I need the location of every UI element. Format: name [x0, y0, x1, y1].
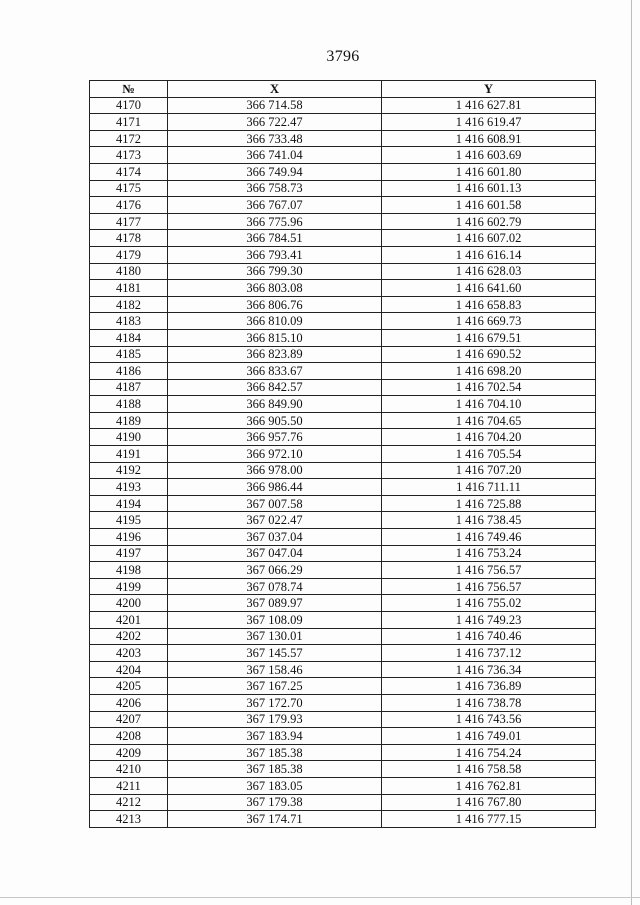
- table-row: [90, 130, 596, 147]
- cell-y-coordinate: 1 416 705.54: [382, 446, 596, 463]
- cell-x-coordinate: 367 167.25: [168, 678, 382, 695]
- cell-y-coordinate: 1 416 736.89: [382, 678, 596, 695]
- cell-x-coordinate: 366 767.07: [168, 197, 382, 214]
- cell-y-coordinate: 1 416 711.11: [382, 479, 596, 496]
- page-edge-bottom: [0, 897, 640, 898]
- table-row: [90, 213, 596, 230]
- cell-y-coordinate: 1 416 704.20: [382, 429, 596, 446]
- table-row: [90, 114, 596, 131]
- cell-y-coordinate: 1 416 749.23: [382, 612, 596, 629]
- cell-point-number: 4187: [90, 379, 168, 396]
- cell-x-coordinate: 366 806.76: [168, 296, 382, 313]
- cell-point-number: 4174: [90, 163, 168, 180]
- cell-y-coordinate: 1 416 628.03: [382, 263, 596, 280]
- cell-point-number: 4194: [90, 495, 168, 512]
- cell-point-number: 4182: [90, 296, 168, 313]
- cell-point-number: 4202: [90, 628, 168, 645]
- cell-x-coordinate: 367 158.46: [168, 661, 382, 678]
- cell-x-coordinate: 366 986.44: [168, 479, 382, 496]
- cell-point-number: 4193: [90, 479, 168, 496]
- table-row: [90, 545, 596, 562]
- cell-y-coordinate: 1 416 754.24: [382, 744, 596, 761]
- table-row: [90, 163, 596, 180]
- cell-y-coordinate: 1 416 740.46: [382, 628, 596, 645]
- cell-x-coordinate: 366 714.58: [168, 97, 382, 114]
- table-row: [90, 446, 596, 463]
- cell-point-number: 4176: [90, 197, 168, 214]
- cell-x-coordinate: 366 978.00: [168, 462, 382, 479]
- table-row: [90, 197, 596, 214]
- cell-point-number: 4199: [90, 578, 168, 595]
- cell-y-coordinate: 1 416 601.13: [382, 180, 596, 197]
- cell-y-coordinate: 1 416 707.20: [382, 462, 596, 479]
- cell-point-number: 4205: [90, 678, 168, 695]
- cell-y-coordinate: 1 416 704.10: [382, 396, 596, 413]
- cell-y-coordinate: 1 416 738.78: [382, 694, 596, 711]
- cell-point-number: 4180: [90, 263, 168, 280]
- cell-x-coordinate: 366 758.73: [168, 180, 382, 197]
- table-row: [90, 396, 596, 413]
- cell-x-coordinate: 367 145.57: [168, 645, 382, 662]
- cell-x-coordinate: 367 047.04: [168, 545, 382, 562]
- cell-point-number: 4179: [90, 246, 168, 263]
- cell-point-number: 4201: [90, 612, 168, 629]
- table-row: [90, 363, 596, 380]
- cell-y-coordinate: 1 416 756.57: [382, 578, 596, 595]
- table-row: [90, 412, 596, 429]
- table-row: [90, 595, 596, 612]
- cell-x-coordinate: 367 066.29: [168, 562, 382, 579]
- table-row: [90, 379, 596, 396]
- cell-y-coordinate: 1 416 619.47: [382, 114, 596, 131]
- cell-x-coordinate: 367 183.05: [168, 777, 382, 794]
- cell-x-coordinate: 367 022.47: [168, 512, 382, 529]
- cell-x-coordinate: 366 972.10: [168, 446, 382, 463]
- cell-y-coordinate: 1 416 702.54: [382, 379, 596, 396]
- table-row: [90, 180, 596, 197]
- cell-y-coordinate: 1 416 758.58: [382, 761, 596, 778]
- cell-x-coordinate: 367 179.38: [168, 794, 382, 811]
- cell-x-coordinate: 367 185.38: [168, 744, 382, 761]
- cell-y-coordinate: 1 416 777.15: [382, 811, 596, 828]
- cell-point-number: 4200: [90, 595, 168, 612]
- table-row: [90, 280, 596, 297]
- column-header-number: №: [90, 81, 168, 98]
- cell-x-coordinate: 366 849.90: [168, 396, 382, 413]
- cell-point-number: 4186: [90, 363, 168, 380]
- table-row: [90, 777, 596, 794]
- cell-x-coordinate: 366 833.67: [168, 363, 382, 380]
- cell-y-coordinate: 1 416 627.81: [382, 97, 596, 114]
- cell-x-coordinate: 366 803.08: [168, 280, 382, 297]
- table-row: [90, 346, 596, 363]
- table-row: [90, 562, 596, 579]
- cell-y-coordinate: 1 416 607.02: [382, 230, 596, 247]
- cell-point-number: 4170: [90, 97, 168, 114]
- cell-x-coordinate: 367 185.38: [168, 761, 382, 778]
- cell-point-number: 4173: [90, 147, 168, 164]
- table-row: [90, 811, 596, 828]
- table-row: [90, 612, 596, 629]
- cell-y-coordinate: 1 416 704.65: [382, 412, 596, 429]
- table-header-row: [90, 81, 596, 98]
- cell-x-coordinate: 366 810.09: [168, 313, 382, 330]
- cell-y-coordinate: 1 416 679.51: [382, 329, 596, 346]
- table-row: [90, 645, 596, 662]
- cell-y-coordinate: 1 416 749.01: [382, 728, 596, 745]
- table-row: [90, 479, 596, 496]
- table-row: [90, 230, 596, 247]
- column-header-y: Y: [382, 81, 596, 98]
- cell-point-number: 4181: [90, 280, 168, 297]
- cell-x-coordinate: 366 722.47: [168, 114, 382, 131]
- table-row: [90, 794, 596, 811]
- cell-point-number: 4188: [90, 396, 168, 413]
- cell-x-coordinate: 366 775.96: [168, 213, 382, 230]
- cell-x-coordinate: 366 823.89: [168, 346, 382, 363]
- cell-point-number: 4203: [90, 645, 168, 662]
- cell-x-coordinate: 366 784.51: [168, 230, 382, 247]
- table-row: [90, 97, 596, 114]
- cell-x-coordinate: 367 172.70: [168, 694, 382, 711]
- cell-y-coordinate: 1 416 601.58: [382, 197, 596, 214]
- cell-point-number: 4177: [90, 213, 168, 230]
- cell-y-coordinate: 1 416 756.57: [382, 562, 596, 579]
- cell-y-coordinate: 1 416 602.79: [382, 213, 596, 230]
- cell-y-coordinate: 1 416 767.80: [382, 794, 596, 811]
- table-row: [90, 313, 596, 330]
- cell-y-coordinate: 1 416 641.60: [382, 280, 596, 297]
- cell-y-coordinate: 1 416 762.81: [382, 777, 596, 794]
- table-row: [90, 263, 596, 280]
- table-body: [90, 97, 596, 827]
- cell-point-number: 4178: [90, 230, 168, 247]
- table-row: [90, 429, 596, 446]
- cell-y-coordinate: 1 416 603.69: [382, 147, 596, 164]
- table-row: [90, 147, 596, 164]
- cell-point-number: 4184: [90, 329, 168, 346]
- cell-y-coordinate: 1 416 658.83: [382, 296, 596, 313]
- coordinates-table: [89, 80, 596, 828]
- table-row: [90, 529, 596, 546]
- cell-y-coordinate: 1 416 725.88: [382, 495, 596, 512]
- cell-point-number: 4185: [90, 346, 168, 363]
- cell-x-coordinate: 367 130.01: [168, 628, 382, 645]
- table-row: [90, 512, 596, 529]
- cell-x-coordinate: 366 842.57: [168, 379, 382, 396]
- column-header-x: X: [168, 81, 382, 98]
- cell-x-coordinate: 366 957.76: [168, 429, 382, 446]
- cell-x-coordinate: 367 179.93: [168, 711, 382, 728]
- cell-y-coordinate: 1 416 755.02: [382, 595, 596, 612]
- cell-point-number: 4197: [90, 545, 168, 562]
- cell-y-coordinate: 1 416 738.45: [382, 512, 596, 529]
- cell-y-coordinate: 1 416 753.24: [382, 545, 596, 562]
- cell-x-coordinate: 366 905.50: [168, 412, 382, 429]
- cell-x-coordinate: 366 741.04: [168, 147, 382, 164]
- cell-y-coordinate: 1 416 743.56: [382, 711, 596, 728]
- cell-y-coordinate: 1 416 736.34: [382, 661, 596, 678]
- table-row: [90, 694, 596, 711]
- cell-point-number: 4206: [90, 694, 168, 711]
- cell-x-coordinate: 366 733.48: [168, 130, 382, 147]
- cell-y-coordinate: 1 416 749.46: [382, 529, 596, 546]
- cell-point-number: 4195: [90, 512, 168, 529]
- cell-x-coordinate: 366 749.94: [168, 163, 382, 180]
- cell-point-number: 4198: [90, 562, 168, 579]
- cell-x-coordinate: 367 037.04: [168, 529, 382, 546]
- page-number: 3796: [326, 48, 360, 65]
- cell-point-number: 4192: [90, 462, 168, 479]
- table-row: [90, 296, 596, 313]
- cell-y-coordinate: 1 416 616.14: [382, 246, 596, 263]
- table-row: [90, 578, 596, 595]
- cell-y-coordinate: 1 416 737.12: [382, 645, 596, 662]
- cell-point-number: 4208: [90, 728, 168, 745]
- cell-x-coordinate: 367 089.97: [168, 595, 382, 612]
- cell-point-number: 4196: [90, 529, 168, 546]
- table-row: [90, 246, 596, 263]
- cell-x-coordinate: 366 799.30: [168, 263, 382, 280]
- table-row: [90, 711, 596, 728]
- cell-y-coordinate: 1 416 698.20: [382, 363, 596, 380]
- cell-point-number: 4189: [90, 412, 168, 429]
- cell-point-number: 4210: [90, 761, 168, 778]
- cell-x-coordinate: 366 815.10: [168, 329, 382, 346]
- cell-point-number: 4211: [90, 777, 168, 794]
- table-row: [90, 628, 596, 645]
- table-row: [90, 744, 596, 761]
- cell-point-number: 4172: [90, 130, 168, 147]
- cell-point-number: 4212: [90, 794, 168, 811]
- cell-point-number: 4191: [90, 446, 168, 463]
- cell-x-coordinate: 366 793.41: [168, 246, 382, 263]
- cell-y-coordinate: 1 416 601.80: [382, 163, 596, 180]
- cell-x-coordinate: 367 078.74: [168, 578, 382, 595]
- cell-x-coordinate: 367 183.94: [168, 728, 382, 745]
- cell-point-number: 4190: [90, 429, 168, 446]
- cell-y-coordinate: 1 416 669.73: [382, 313, 596, 330]
- cell-point-number: 4204: [90, 661, 168, 678]
- table-row: [90, 728, 596, 745]
- cell-point-number: 4209: [90, 744, 168, 761]
- table-row: [90, 495, 596, 512]
- cell-x-coordinate: 367 007.58: [168, 495, 382, 512]
- table-row: [90, 329, 596, 346]
- cell-y-coordinate: 1 416 608.91: [382, 130, 596, 147]
- cell-y-coordinate: 1 416 690.52: [382, 346, 596, 363]
- cell-point-number: 4207: [90, 711, 168, 728]
- table-row: [90, 661, 596, 678]
- page-edge-right: [631, 0, 632, 905]
- table-row: [90, 678, 596, 695]
- cell-point-number: 4171: [90, 114, 168, 131]
- table-row: [90, 462, 596, 479]
- cell-point-number: 4213: [90, 811, 168, 828]
- table-row: [90, 761, 596, 778]
- cell-x-coordinate: 367 108.09: [168, 612, 382, 629]
- cell-x-coordinate: 367 174.71: [168, 811, 382, 828]
- cell-point-number: 4183: [90, 313, 168, 330]
- cell-point-number: 4175: [90, 180, 168, 197]
